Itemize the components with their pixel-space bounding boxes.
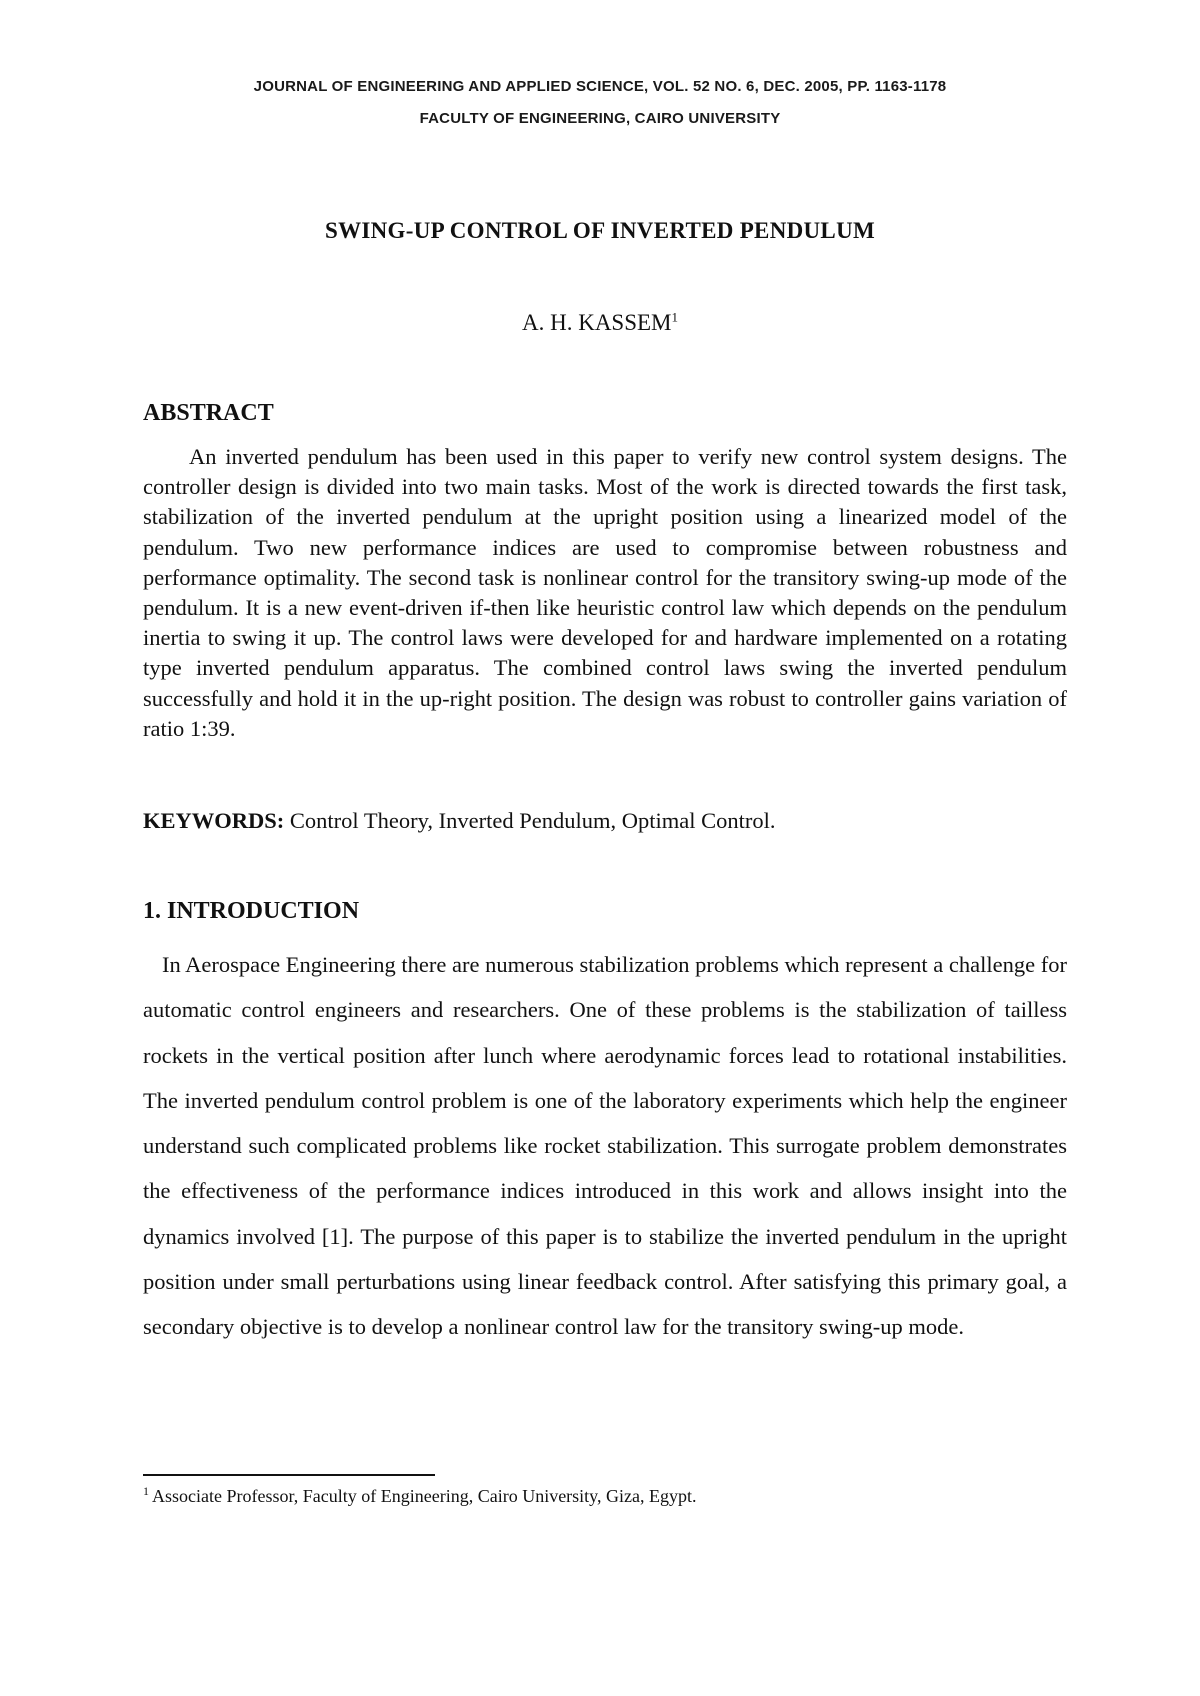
keywords-line (143, 808, 1067, 834)
introduction-text: In Aerospace Engineering there are numerous stabilization problems which represent a challenge for automatic control engineers and researchers. One of these problems is the stabilization of tailless rockets in the vertical position after lunch where aerodynamic forces lead to rotational instabilities. The inverted pendulum control problem is one of the laboratory experiments which help the engineer understand such complicated problems like rocket stabilization. This surrogate problem demonstrates the effectiveness of the performance indices introduced in this work and allows insight into the dynamics involved [1]. The purpose of this paper is to stabilize the inverted pendulum in the upright position under small perturbations using linear feedback control. After satisfying this primary goal, a secondary objective is to develop a nonlinear control law for the transitory swing-up mode. (143, 952, 1067, 1340)
author-footnote-mark: 1 (671, 309, 679, 325)
journal-header: JOURNAL OF ENGINEERING AND APPLIED SCIENCE, VOL. 52 NO. 6, DEC. 2005, PP. 1163-1178 (253, 78, 947, 95)
footnote-text: Associate Professor, Faculty of Engineering, Cairo University, Giza, Egypt. (152, 1486, 697, 1506)
author-line (0, 310, 1200, 336)
author-name: A. H. KASSEM (521, 310, 672, 335)
footnote-mark: 1 (143, 1484, 149, 1498)
abstract-heading: ABSTRACT (143, 400, 274, 426)
faculty-header: FACULTY OF ENGINEERING, CAIRO UNIVERSITY (419, 110, 781, 127)
keywords-label: KEYWORDS: (143, 808, 285, 833)
keywords-text: Control Theory, Inverted Pendulum, Optimal Control. (284, 808, 776, 833)
abstract-text: An inverted pendulum has been used in this paper to verify new control system designs. The controller design is divided into two main tasks. Most of the work is directed towards the first task, stabilization of the inverted pendulum at the upright position using a linearized model of the pendulum. Two new performance indices are used to compromise between robustness and performance optimality. The second task is nonlinear control for the transitory swing-up mode of the pendulum. It is a new event-driven if-then like heuristic control law which depends on the pendulum inertia to swing it up. The control laws were developed for and hardware implemented on a rotating type inverted pendulum apparatus. The combined control laws swing the inverted pendulum successfully and hold it in the up-right position. The design was robust to controller gains variation of ratio 1:39. (143, 444, 1067, 741)
footnote-separator (143, 1474, 435, 1476)
introduction-heading: 1. INTRODUCTION (143, 898, 360, 924)
footnote (143, 1486, 1067, 1507)
paper-title: SWING-UP CONTROL OF INVERTED PENDULUM (325, 218, 875, 243)
